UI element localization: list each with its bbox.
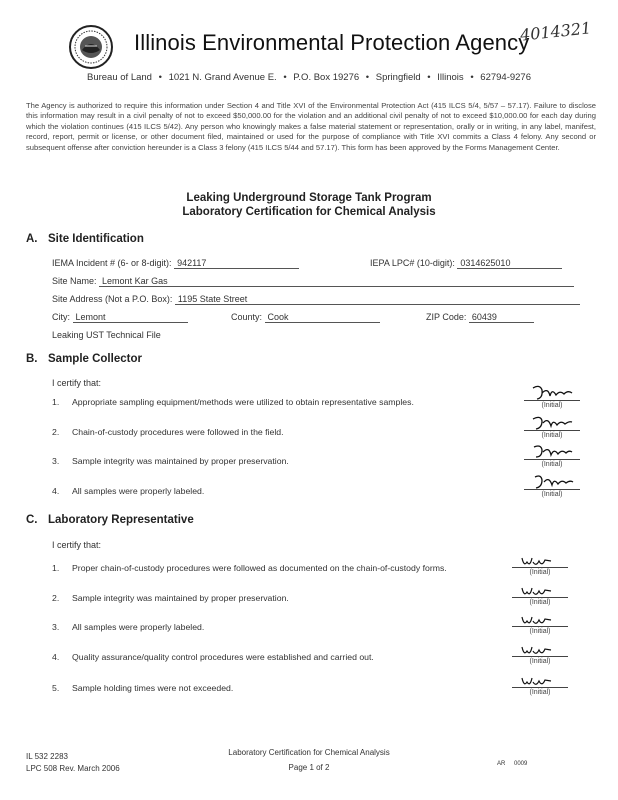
handwritten-initial-icon bbox=[518, 614, 558, 628]
item-number: 3. bbox=[52, 622, 60, 632]
agency-title: Illinois Environmental Protection Agency bbox=[134, 30, 530, 55]
site-address-row bbox=[52, 294, 580, 305]
collector-item bbox=[52, 397, 414, 407]
collector-initial-4[interactable] bbox=[524, 475, 580, 498]
address-part: Bureau of Land bbox=[86, 72, 152, 83]
address-part: Illinois bbox=[437, 72, 464, 83]
collector-initial-3[interactable] bbox=[524, 445, 580, 468]
section-title: Laboratory Representative bbox=[48, 514, 194, 526]
agency-address bbox=[0, 72, 618, 83]
section-title: Sample Collector bbox=[48, 353, 142, 365]
initial-line bbox=[512, 673, 568, 688]
footer-form-revision: LPC 508 Rev. March 2006 bbox=[26, 764, 120, 773]
initial-line bbox=[524, 475, 580, 490]
bullet-icon: • bbox=[427, 72, 431, 83]
item-text: Appropriate sampling equipment/methods were utilized to obtain representative samples. bbox=[72, 397, 414, 407]
initial-label: (Initial) bbox=[529, 599, 551, 606]
lab-item bbox=[52, 622, 204, 632]
handwritten-initial-icon bbox=[530, 473, 574, 491]
lab-item bbox=[52, 593, 289, 603]
lab-initial-4[interactable] bbox=[512, 642, 568, 665]
section-letter: A. bbox=[26, 233, 38, 245]
initial-line bbox=[524, 416, 580, 431]
item-text: Sample integrity was maintained by proper preservation. bbox=[72, 456, 289, 466]
initial-line bbox=[524, 445, 580, 460]
lpc-number-label: IEPA LPC# (10-digit): bbox=[370, 258, 455, 268]
county-label: County: bbox=[231, 312, 263, 322]
handwritten-initial-icon bbox=[518, 644, 558, 658]
lpc-number-field[interactable]: 0314625010 bbox=[457, 258, 562, 269]
item-text: Proper chain-of-custody procedures were followed as documented on the chain-of-custody forms. bbox=[72, 563, 447, 573]
incident-number-field[interactable]: 942117 bbox=[174, 258, 299, 269]
address-part: 1021 N. Grand Avenue E. bbox=[168, 72, 277, 83]
bullet-icon: • bbox=[158, 72, 162, 83]
incident-number-label: IEMA Incident # (6- or 8-digit): bbox=[52, 258, 172, 268]
legal-notice: The Agency is authorized to require this information under Section 4 and Title XVI of the Environmental Protection Act (415 ILCS 5/4, 5/57 – 57.17). Failure to disclose this information may result in a civil penalty of not to exceed $50,000.00 for the violation and an additional civil penalty of not to exceed $10,000.00 for each day during which the violation continues (415 ILCS 5/42). Any person who knowingly makes a false material statement or representation, orally or in writing, in any label, manifest, record, report, permit or license, or other document filed, maintained or used for the purpose of compliance with Title XVI commits a Class 4 felony. Any second or subsequent offense after conviction hereunder is a Class 3 felony (415 ILCS 5/44 and 57.17). This form has been approved by the Forms Management Center. bbox=[26, 101, 596, 152]
item-number: 4. bbox=[52, 652, 60, 662]
item-number: 2. bbox=[52, 427, 60, 437]
section-b-heading bbox=[26, 353, 142, 365]
item-number: 1. bbox=[52, 563, 60, 573]
item-number: 4. bbox=[52, 486, 60, 496]
collector-certify-intro: I certify that: bbox=[52, 378, 102, 388]
address-part: Springfield bbox=[375, 72, 421, 83]
form-title-line1: Leaking Underground Storage Tank Program bbox=[186, 192, 432, 204]
initial-label: (Initial) bbox=[529, 658, 551, 665]
section-letter: B. bbox=[26, 353, 38, 365]
zip-label: ZIP Code: bbox=[426, 312, 467, 322]
handwritten-initial-icon bbox=[530, 414, 574, 432]
bullet-icon: • bbox=[365, 72, 370, 83]
lab-item bbox=[52, 563, 447, 573]
section-a-heading bbox=[26, 233, 144, 245]
lab-initial-1[interactable] bbox=[512, 553, 568, 576]
bullet-icon: • bbox=[470, 72, 474, 83]
section-title: Site Identification bbox=[48, 233, 144, 245]
handwritten-initial-icon bbox=[530, 443, 574, 461]
lab-initial-3[interactable] bbox=[512, 612, 568, 635]
lab-certify-intro: I certify that: bbox=[52, 540, 102, 550]
initial-line bbox=[512, 642, 568, 657]
initial-label: (Initial) bbox=[541, 491, 563, 498]
county-field[interactable]: Cook bbox=[265, 312, 380, 323]
address-part: P.O. Box 19276 bbox=[293, 72, 360, 83]
section-letter: C. bbox=[26, 514, 38, 526]
footer-code: AR bbox=[497, 761, 506, 767]
item-text: All samples were properly labeled. bbox=[72, 622, 205, 632]
lpc-number-row bbox=[370, 258, 562, 269]
city-row bbox=[52, 312, 188, 323]
state-seal-icon bbox=[68, 24, 114, 70]
item-text: All samples were properly labeled. bbox=[72, 486, 205, 496]
site-address-field[interactable]: 1195 State Street bbox=[175, 294, 580, 305]
item-number: 5. bbox=[52, 683, 60, 693]
initial-line bbox=[512, 612, 568, 627]
city-label: City: bbox=[52, 312, 70, 322]
item-text: Sample integrity was maintained by proper preservation. bbox=[72, 593, 289, 603]
handwritten-initial-icon bbox=[530, 384, 574, 402]
collector-item bbox=[52, 427, 284, 437]
zip-row bbox=[426, 312, 534, 323]
collector-initial-1[interactable] bbox=[524, 386, 580, 409]
site-name-field[interactable]: Lemont Kar Gas bbox=[99, 276, 574, 287]
site-name-row bbox=[52, 276, 574, 287]
lab-item bbox=[52, 652, 374, 662]
county-row bbox=[231, 312, 380, 323]
bullet-icon: • bbox=[283, 72, 287, 83]
footer-form-id: IL 532 2283 bbox=[26, 752, 68, 761]
footer-form-title: Laboratory Certification for Chemical Analysis bbox=[228, 748, 390, 757]
site-address-label: Site Address (Not a P.O. Box): bbox=[52, 294, 173, 304]
incident-number-row bbox=[52, 258, 299, 269]
initial-line bbox=[512, 583, 568, 598]
lab-initial-5[interactable] bbox=[512, 673, 568, 696]
initial-label: (Initial) bbox=[529, 689, 551, 696]
item-number: 1. bbox=[52, 397, 60, 407]
footer-code-number: 0009 bbox=[514, 761, 528, 767]
item-text: Chain-of-custody procedures were followed in the field. bbox=[72, 427, 284, 437]
site-name-label: Site Name: bbox=[52, 276, 97, 286]
handwritten-initial-icon bbox=[518, 585, 558, 599]
city-field[interactable]: Lemont bbox=[73, 312, 188, 323]
handwritten-initial-icon bbox=[518, 675, 558, 689]
item-text: Quality assurance/quality control procedures were established and carried out. bbox=[72, 652, 374, 662]
collector-item bbox=[52, 456, 289, 466]
address-part: 62794-9276 bbox=[480, 72, 531, 83]
footer-page-number: Page 1 of 2 bbox=[288, 763, 330, 772]
document-stamp-number: 4014321 bbox=[519, 18, 593, 45]
technical-file-label: Leaking UST Technical File bbox=[52, 330, 161, 340]
collector-initial-2[interactable] bbox=[524, 416, 580, 439]
item-number: 3. bbox=[52, 456, 60, 466]
initial-label: (Initial) bbox=[529, 628, 551, 635]
item-text: Sample holding times were not exceeded. bbox=[72, 683, 234, 693]
initial-label: (Initial) bbox=[541, 432, 563, 439]
lab-initial-2[interactable] bbox=[512, 583, 568, 606]
zip-field[interactable]: 60439 bbox=[469, 312, 534, 323]
item-number: 2. bbox=[52, 593, 60, 603]
handwritten-initial-icon bbox=[518, 555, 558, 569]
collector-item bbox=[52, 486, 204, 496]
initial-line bbox=[524, 386, 580, 401]
lab-item bbox=[52, 683, 233, 693]
form-title-line2: Laboratory Certification for Chemical Analysis bbox=[182, 206, 436, 218]
section-c-heading bbox=[26, 514, 194, 526]
initial-label: (Initial) bbox=[541, 461, 563, 468]
initial-label: (Initial) bbox=[541, 402, 563, 409]
initial-label: (Initial) bbox=[529, 569, 551, 576]
initial-line bbox=[512, 553, 568, 568]
